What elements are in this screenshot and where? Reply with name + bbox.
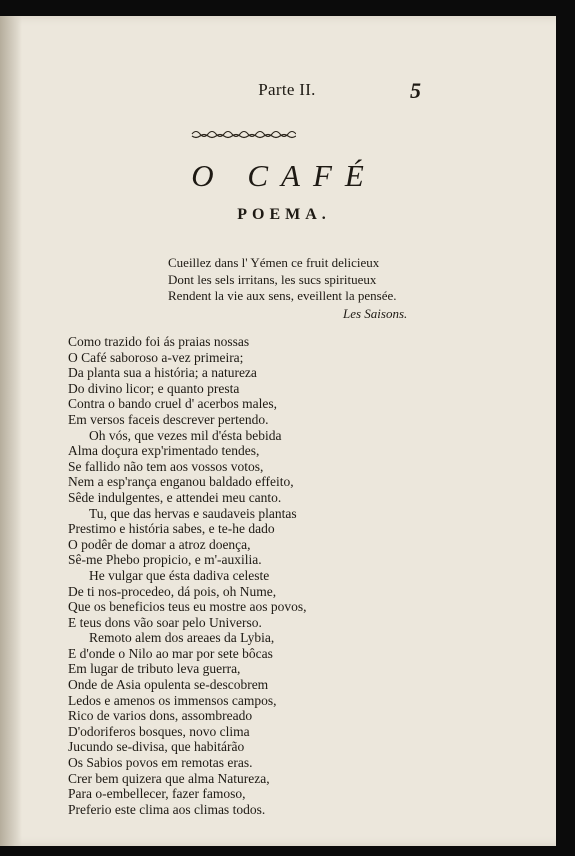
poem-line: Sêde indulgentes, e attendei meu canto. [68, 489, 282, 505]
poem-line: He vulgar que ésta dadiva celeste [89, 567, 270, 583]
poem-line: Em lugar de tributo leva guerra, [68, 661, 241, 677]
poem-line: D'odoriferos bosques, novo clima [68, 723, 250, 739]
poem-body [68, 334, 306, 817]
book-page [0, 16, 556, 846]
epigraph-line: Cueillez dans l' Yémen ce fruit delicieux [168, 255, 380, 270]
poem-line: Que os beneficios teus eu mostre aos povos, [68, 599, 307, 615]
page-spine-shadow [0, 16, 22, 846]
poem-line: O Café saboroso a-vez primeira; [68, 349, 244, 365]
epigraph-line: Rendent la vie aux sens, eveillent la pensée. [168, 288, 397, 303]
poem-line: Rico de varios dons, assombreado [68, 708, 253, 724]
poem-line: De ti nos-procedeo, dá pois, oh Nume, [68, 583, 277, 599]
poem-subtitle: POEMA. [237, 206, 331, 223]
epigraph-line: Dont les sels irritans, les sucs spiritueux [168, 271, 377, 287]
poem-line: E teus dons vão soar pelo Universo. [68, 614, 262, 630]
poem-line: Da planta sua a história; a natureza [68, 365, 257, 381]
epigraph-source: Les Saisons. [343, 306, 408, 321]
poem-line: Em versos faceis descrever pertendo. [68, 411, 269, 427]
poem-line: Jucundo se-divisa, que habitárão [68, 739, 245, 755]
epigraph [168, 255, 397, 305]
poem-line: Contra o bando cruel d' acerbos males, [68, 396, 277, 412]
poem-line: Onde de Asia opulenta se-descobrem [68, 677, 269, 693]
poem-title: O CAFÉ [191, 158, 377, 193]
poem-line: Crer bem quizera que alma Natureza, [68, 770, 270, 786]
poem-line: Como trazido foi ás praias nossas [68, 334, 250, 349]
poem-line: Para o-embellecer, fazer famoso, [68, 786, 246, 802]
page-number: 5 [410, 78, 421, 103]
poem-line: Oh vós, que vezes mil d'ésta bebida [89, 427, 282, 443]
poem-line: Ledos e amenos os immensos campos, [68, 692, 277, 708]
poem-line: Alma doçura exp'rimentado tendes, [68, 443, 260, 459]
poem-line: Preferio este clima aos climas todos. [68, 801, 266, 817]
poem-line: Remoto alem dos areaes da Lybia, [89, 630, 275, 646]
poem-line: Tu, que das hervas e saudaveis plantas [89, 505, 297, 521]
running-head-text: Parte II. [258, 80, 316, 99]
poem-line: Do divino licor; e quanto presta [68, 380, 240, 396]
poem-line: Prestimo e história sabes, e te-he dado [68, 521, 275, 537]
poem-line: Sê-me Phebo propicio, e m'-auxilia. [68, 552, 262, 568]
poem-line: Nem a esp'rança enganou baldado effeito, [68, 474, 294, 490]
running-head [0, 80, 556, 100]
poem-line: Se fallido não tem aos vossos votos, [68, 458, 264, 474]
poem-line: Os Sabios povos em remotas eras. [68, 755, 253, 771]
poem-line: E d'onde o Nilo ao mar por sete bôcas [68, 645, 273, 661]
poem-line: O podêr de domar a atroz doença, [68, 536, 251, 552]
ornament-divider [190, 128, 296, 140]
